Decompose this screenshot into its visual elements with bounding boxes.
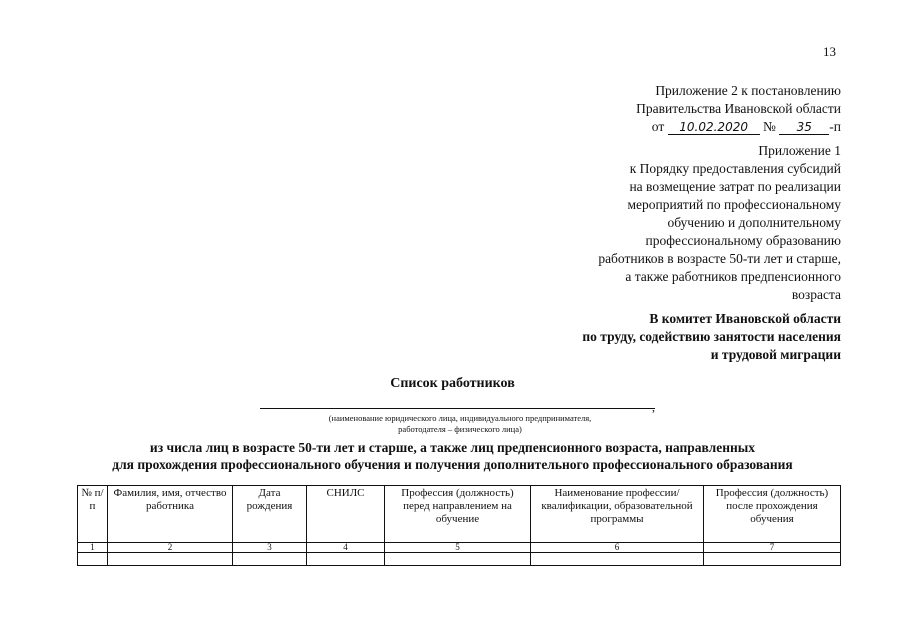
appendix1-line: мероприятий по профессиональному bbox=[627, 197, 841, 212]
appendix1-line: к Порядку предоставления субсидий bbox=[629, 161, 841, 176]
table-cell[interactable] bbox=[704, 553, 841, 566]
subtitle-line1: из числа лиц в возрасте 50-ти лет и старше, а также лиц предпенсионного возраста, направленных bbox=[149, 440, 756, 455]
appendix2-line2: Правительства Ивановской области bbox=[636, 101, 841, 116]
caption-line2: работодателя – физического лица) bbox=[398, 424, 522, 434]
header-program-name: Наименование профессии/квалификации, образовательной программы bbox=[531, 486, 704, 543]
addressee-line1: В комитет Ивановской области bbox=[649, 311, 841, 326]
table-cell[interactable] bbox=[78, 553, 108, 566]
table-cell[interactable] bbox=[108, 553, 233, 566]
appendix1-line: работников в возрасте 50-ти лет и старше, bbox=[598, 251, 841, 266]
column-number: 1 bbox=[78, 543, 108, 553]
column-number: 7 bbox=[704, 543, 841, 553]
header-number: № п/п bbox=[78, 486, 108, 543]
appendix2-line1: Приложение 2 к постановлению bbox=[655, 83, 841, 98]
table-cell[interactable] bbox=[385, 553, 531, 566]
appendix2-block bbox=[636, 82, 841, 136]
table-cell[interactable] bbox=[531, 553, 704, 566]
header-profession-before: Профессия (должность) перед направлением на обучение bbox=[385, 486, 531, 543]
table-header-row bbox=[78, 486, 841, 543]
column-number: 3 bbox=[233, 543, 307, 553]
appendix2-from-label: от bbox=[651, 119, 665, 134]
handwritten-number: 35 bbox=[779, 120, 829, 135]
addressee-line3: и трудовой миграции bbox=[710, 347, 841, 362]
appendix1-line: профессиональному образованию bbox=[645, 233, 841, 248]
organization-name-line bbox=[260, 398, 655, 409]
column-number: 2 bbox=[108, 543, 233, 553]
appendix2-suffix: -п bbox=[829, 119, 841, 134]
name-line-comma: , bbox=[652, 400, 655, 414]
appendix1-block bbox=[598, 142, 841, 304]
header-birth-date: Дата рождения bbox=[233, 486, 307, 543]
table-cell[interactable] bbox=[233, 553, 307, 566]
appendix2-date-line bbox=[636, 118, 841, 136]
header-snils: СНИЛС bbox=[307, 486, 385, 543]
appendix1-line: на возмещение затрат по реализации bbox=[629, 179, 841, 194]
appendix2-number-label: № bbox=[763, 119, 776, 134]
caption-line1: (наименование юридического лица, индивидуального предпринимателя, bbox=[328, 413, 592, 423]
addressee-block bbox=[582, 310, 841, 364]
document-title: Список работников bbox=[390, 376, 515, 391]
table-cell[interactable] bbox=[307, 553, 385, 566]
header-full-name: Фамилия, имя, отчество работника bbox=[108, 486, 233, 543]
table-row bbox=[78, 553, 841, 566]
organization-name-caption bbox=[250, 413, 670, 435]
table-column-number-row bbox=[78, 543, 841, 553]
column-number: 5 bbox=[385, 543, 531, 553]
workers-table bbox=[77, 485, 841, 566]
appendix1-line: а также работников предпенсионного bbox=[625, 269, 841, 284]
page-number: 13 bbox=[823, 44, 836, 59]
list-subtitle bbox=[0, 439, 905, 473]
appendix1-title: Приложение 1 bbox=[758, 143, 841, 158]
column-number: 6 bbox=[531, 543, 704, 553]
header-profession-after: Профессия (должность) после прохождения обучения bbox=[704, 486, 841, 543]
handwritten-date: 10.02.2020 bbox=[668, 120, 760, 135]
appendix1-line: возраста bbox=[791, 287, 841, 302]
appendix1-line: обучению и дополнительному bbox=[667, 215, 841, 230]
column-number: 4 bbox=[307, 543, 385, 553]
subtitle-line2: для прохождения профессионального обучения и получения дополнительного профессионального образования bbox=[112, 457, 793, 472]
addressee-line2: по труду, содействию занятости населения bbox=[582, 329, 841, 344]
